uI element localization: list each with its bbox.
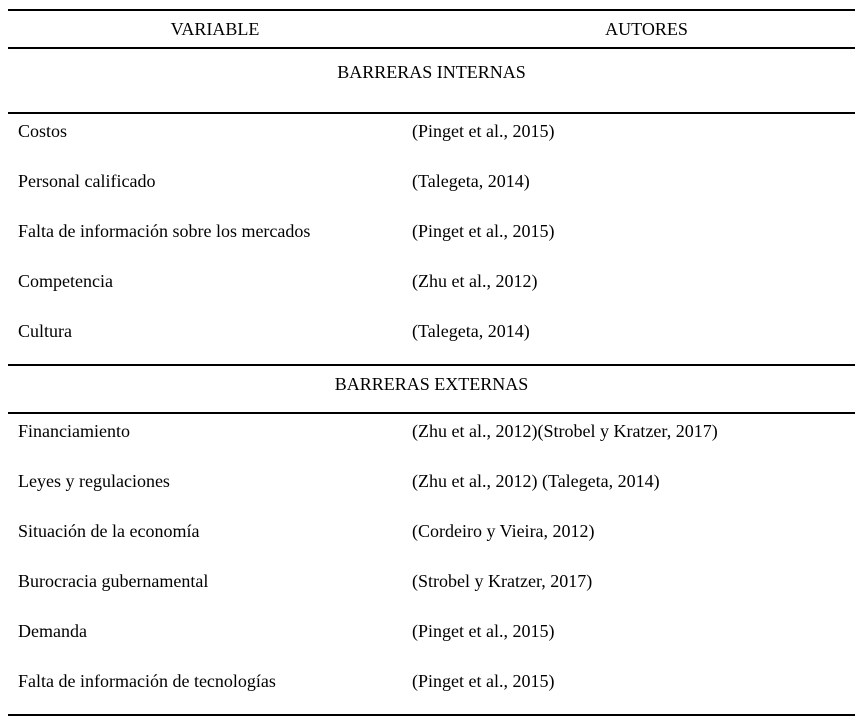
variable-cell: Burocracia gubernamental	[18, 571, 209, 591]
autores-cell: (Pinget et al., 2015)	[412, 121, 555, 141]
autores-cell: (Pinget et al., 2015)	[412, 221, 555, 241]
autores-cell: (Zhu et al., 2012) (Talegeta, 2014)	[412, 471, 660, 491]
variable-cell: Cultura	[18, 321, 72, 341]
variable-cell: Personal calificado	[18, 171, 156, 191]
variable-cell: Demanda	[18, 621, 87, 641]
autores-cell: (Talegeta, 2014)	[412, 321, 530, 341]
section-title-barreras-externas: BARRERAS EXTERNAS	[334, 374, 529, 394]
variable-cell: Financiamiento	[18, 421, 130, 441]
variable-cell: Costos	[18, 121, 68, 141]
table-row	[0, 564, 863, 614]
section-title-barreras-internas: BARRERAS INTERNAS	[337, 62, 526, 82]
autores-cell: (Cordeiro y Vieira, 2012)	[412, 521, 595, 541]
autores-cell: (Zhu et al., 2012)	[412, 271, 538, 291]
variable-cell: Leyes y regulaciones	[18, 471, 170, 491]
autores-cell: (Talegeta, 2014)	[412, 171, 530, 191]
table-row	[0, 164, 863, 214]
table-row	[0, 214, 863, 264]
table-row	[0, 614, 863, 664]
table-row	[0, 414, 863, 464]
table-row	[0, 264, 863, 314]
column-header-variable: VARIABLE	[170, 19, 260, 39]
table-row	[0, 464, 863, 514]
variable-cell: Situación de la economía	[18, 521, 200, 541]
table-bottom-border	[8, 714, 855, 716]
column-header-autores: AUTORES	[605, 19, 688, 39]
table-row	[0, 664, 863, 714]
autores-cell: (Strobel y Kratzer, 2017)	[412, 571, 593, 591]
section-externas-rows	[0, 414, 863, 714]
table-row	[0, 514, 863, 564]
autores-cell: (Pinget et al., 2015)	[412, 671, 555, 691]
table-header-row	[0, 11, 863, 47]
table-row	[0, 114, 863, 164]
autores-cell: (Zhu et al., 2012)(Strobel y Kratzer, 2017)	[412, 421, 718, 441]
table-row	[0, 314, 863, 364]
variable-cell: Falta de información sobre los mercados	[18, 221, 311, 241]
section-internas-rows	[0, 114, 863, 364]
autores-cell: (Pinget et al., 2015)	[412, 621, 555, 641]
variable-cell: Falta de información de tecnologías	[18, 671, 276, 691]
variable-cell: Competencia	[18, 271, 113, 291]
